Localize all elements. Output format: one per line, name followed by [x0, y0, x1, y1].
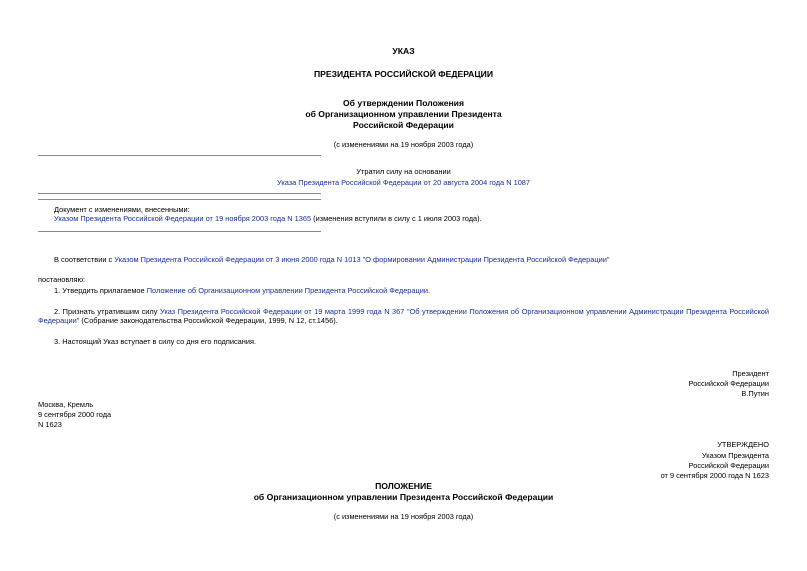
item-2-prefix: 2. Признать утратившим силу: [54, 307, 158, 316]
signature-name: В.Путин: [741, 389, 769, 398]
repeal-text: Утратил силу на основании: [356, 167, 451, 176]
doc-title-line-3: Российской Федерации: [353, 120, 454, 130]
preamble-link[interactable]: Указом Президента Российской Федерации от 3 июня 2000 года N 1013 "О формировании Администрации Президента Российской Федерации": [114, 255, 610, 264]
amendments-label: Документ с изменениями, внесенными:: [54, 205, 190, 214]
signature-country: Российской Федерации: [688, 379, 769, 388]
decree-word: постановляю:: [38, 275, 86, 284]
divider-2: [38, 193, 321, 194]
decree-type-heading: УКАЗ: [392, 46, 415, 56]
decree-number: N 1623: [38, 420, 62, 429]
item-2: [38, 307, 769, 325]
approval-line-4: от 9 сентября 2000 года N 1623: [660, 471, 769, 480]
amendments-line: [54, 214, 482, 223]
divider-3: [38, 199, 321, 200]
item-1-prefix: 1. Утвердить прилагаемое: [54, 286, 145, 295]
revision-note: (с изменениями на 19 ноября 2003 года): [333, 140, 474, 149]
doc-title-line-2: об Организационном управлении Президента: [305, 109, 502, 119]
amendments-suffix: (изменения вступили в силу с 1 июля 2003 года).: [313, 214, 482, 223]
doc-title-line-1: Об утверждении Положения: [343, 98, 464, 108]
preamble-prefix: В соответствии с: [54, 255, 113, 264]
regulation-revision-note: (с изменениями на 19 ноября 2003 года): [333, 512, 474, 521]
issuer-heading: ПРЕЗИДЕНТА РОССИЙСКОЙ ФЕДЕРАЦИИ: [313, 69, 494, 79]
item-1-suffix: .: [428, 286, 431, 295]
approval-line-2: Указом Президента: [701, 451, 769, 460]
regulation-title: ПОЛОЖЕНИЕ: [375, 481, 432, 491]
divider-4: [38, 231, 321, 232]
signature-title: Президент: [732, 369, 769, 378]
amendments-link[interactable]: Указом Президента Российской Федерации от 19 ноября 2003 года N 1365: [54, 214, 312, 223]
repeal-link[interactable]: Указа Президента Российской Федерации от 20 августа 2004 года N 1087: [276, 178, 531, 187]
item-1-link[interactable]: Положение об Организационном управлении Президента Российской Федерации: [146, 286, 429, 295]
approval-line-3: Российской Федерации: [688, 461, 769, 470]
divider-1: [38, 155, 321, 156]
preamble: [54, 255, 609, 264]
item-2-suffix: (Собрание законодательства Российской Федерации, 1999, N 12, ст.1456).: [81, 316, 338, 325]
date: 9 сентября 2000 года: [38, 410, 112, 419]
regulation-subtitle: об Организационном управлении Президента Российской Федерации: [253, 492, 554, 502]
item-2-link[interactable]: Указ Президента Российской Федерации от 19 марта 1999 года N 367 "Об утверждении Положения об Организационном управлении Администрации Президента Российской Федерации": [38, 307, 770, 325]
item-3: 3. Настоящий Указ вступает в силу со дня его подписания.: [54, 337, 257, 346]
place: Москва, Кремль: [38, 400, 94, 409]
approval-heading: УТВЕРЖДЕНО: [717, 440, 769, 449]
item-1: [54, 286, 430, 295]
